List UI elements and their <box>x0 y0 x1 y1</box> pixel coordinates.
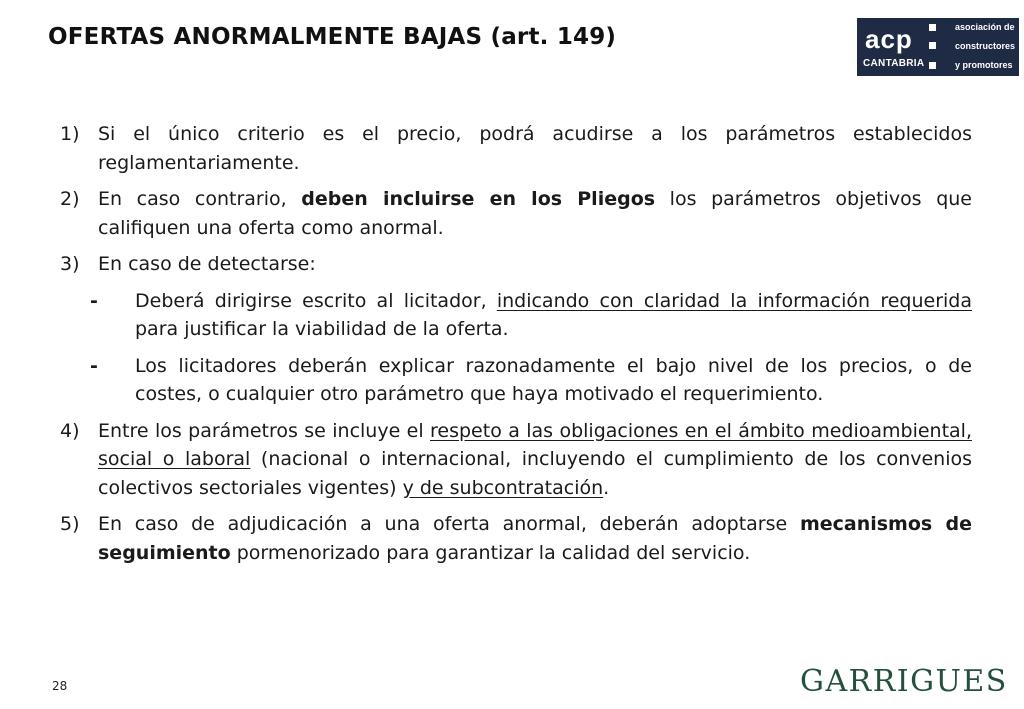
garrigues-logo: GARRIGUES <box>800 664 1008 699</box>
item-number: 4) <box>60 419 80 442</box>
item-number: 5) <box>60 513 80 535</box>
underlined-text: y de subcontratación <box>402 476 604 499</box>
page-number: 28 <box>52 679 68 693</box>
logo-acronym: acp <box>865 24 913 54</box>
item-text: Si el único criterio es el precio, podrá acudirse a los parámetros establecidos reglamentariamente. <box>98 123 972 174</box>
slide-title: OFERTAS ANORMALMENTE BAJAS (art. 149) <box>48 24 617 50</box>
sub-item-text: Deberá dirigirse escrito al licitador, <box>135 289 497 312</box>
item-text: los parámetros objetivos que califiquen una oferta como anormal. <box>98 188 972 239</box>
item-bold-text: mecanismos de seguimiento <box>98 513 973 564</box>
logo-line-1: asociación de <box>955 22 1015 32</box>
item-text: Entre los parámetros se incluye el <box>98 419 431 442</box>
item-number: 3) <box>60 253 80 275</box>
sub-list-item <box>60 352 972 409</box>
dash-bullet: - <box>90 354 98 377</box>
item-text: (nacional o internacional, incluyendo el cumplimiento de los convenios colectivos sectoriales vigentes) <box>98 448 973 499</box>
logo-square-icon <box>929 42 936 49</box>
list-item <box>60 510 972 567</box>
underlined-text: respeto a las obligaciones en el ámbito medioambiental, social o laboral <box>98 419 972 470</box>
item-number: 2) <box>60 188 80 210</box>
list-item <box>60 417 972 503</box>
logo-square-icon <box>929 62 936 69</box>
sub-list-item <box>60 287 972 344</box>
item-text: En caso de adjudicación a una oferta anormal, deberán adoptarse <box>98 513 800 535</box>
item-bold-text: deben incluirse en los Pliegos <box>301 188 656 210</box>
list-item <box>60 120 972 177</box>
logo-square-icon <box>929 24 936 31</box>
sub-item-text: Los licitadores deberán explicar razonadamente el bajo nivel de los precios, o de costes, o cualquier otro parámetro que haya motivado el requerimiento. <box>135 354 972 405</box>
slide-content <box>60 120 972 575</box>
list-item <box>60 250 972 279</box>
underlined-text: indicando con claridad la información requerida <box>496 289 972 312</box>
item-text: En caso de detectarse: <box>98 253 316 275</box>
item-text: pormenorizado para garantizar la calidad del servicio. <box>230 541 751 564</box>
logo-region: CANTABRIA <box>863 58 925 69</box>
logo-line-3: y promotores <box>955 60 1013 70</box>
list-item <box>60 185 972 242</box>
sub-item-text: para justificar la viabilidad de la oferta. <box>135 318 509 340</box>
acp-cantabria-logo <box>857 18 1019 76</box>
item-number: 1) <box>60 123 80 145</box>
item-text: . <box>603 476 610 499</box>
logo-line-2: constructores <box>955 41 1016 51</box>
dash-bullet: - <box>90 289 98 312</box>
item-text: En caso contrario, <box>98 188 302 210</box>
